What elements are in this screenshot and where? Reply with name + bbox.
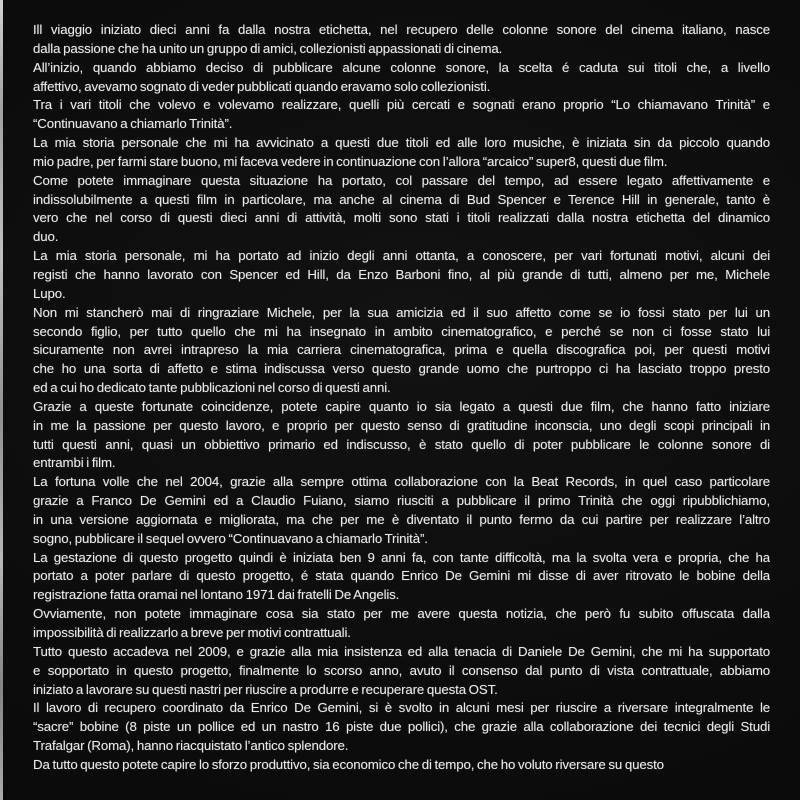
text-line: La mia storia personale che mi ha avvicinato a questi due titoli ed alle loro musiche, è iniziata sin da piccolo quando (33, 135, 770, 151)
page-edge-strip (0, 0, 3, 800)
text-line: affettivo, avevamo sognato di veder pubblicati quando eravamo solo collezionisti. (33, 78, 491, 94)
text-line: entrambi i film. (33, 455, 116, 471)
text-line: All’inizio, quando abbiamo deciso di pubblicare alcune colonne sonore, la scelta é caduta sui titoli che, a livello (33, 59, 770, 75)
text-line: La mia storia personale, mi ha portato ad inizio degli anni ottanta, a conoscere, per vari fortunati motivi, alcuni dei (33, 248, 770, 264)
text-line: iniziato a lavorare su questi nastri per riuscire a produrre e recuperare questa OST. (33, 681, 498, 697)
text-line: La fortuna volle che nel 2004, grazie alla sempre ottima collaborazione con la Beat Records, in quel caso particolare (33, 474, 770, 490)
text-line: Tra i vari titoli che volevo e volevamo realizzare, quelli più cercati e sognati erano proprio “Lo chiamavano Trinità” e (33, 97, 770, 113)
text-line: sogno, pubblicare il sequel ovvero “Continuavano a chiamarlo Trinità”. (33, 530, 428, 546)
text-line: Trafalgar (Roma), hanno riacquistato l’antico splendore. (33, 738, 349, 754)
text-line: Lupo. (33, 285, 66, 301)
text-line: Il lavoro di recupero coordinato da Enrico De Gemini, si è svolto in alcuni mesi per riuscire a riversare integralmente le (33, 700, 770, 716)
text-line: dalla passione che ha unito un gruppo di amici, collezionisti appassionati di cinema. (33, 40, 503, 56)
text-line: secondo figlio, per tutto quello che mi ha insegnato in ambito cinematografico, e perché se non ci fosse stato lui (33, 323, 770, 339)
text-line: Non mi stancherò mai di ringraziare Michele, per la sua amicizia ed il suo affetto come se io fossi stato per lui un (33, 304, 770, 320)
liner-notes-text (33, 21, 770, 775)
text-line: vero che nel corso di questi dieci anni di attività, molti sono stati i titoli realizzati dalla nostra etichetta del dinamico (33, 210, 770, 226)
text-line: “sacre” bobine (8 piste un pollice ed un nastro 16 piste due pollici), che grazie alla collaborazione dei tecnici degli Studi (33, 719, 770, 735)
text-line: Ill viaggio iniziato dieci anni fa dalla nostra etichetta, nel recupero delle colonne sonore del cinema italiano, nasce (33, 22, 770, 37)
text-line: indissolubilmente a questi film in particolare, ma anche al cinema di Bud Spencer e Terence Hill in generale, tanto è (33, 191, 770, 207)
text-line: tutti questi anni, quasi un obbiettivo primario ed indiscusso, è stato quello di poter pubblicare le colonne sonore di (33, 436, 770, 452)
text-line: registi che hanno lavorato con Spencer ed Hill, da Enzo Barboni fino, al più grande di tutti, almeno per me, Michele (33, 266, 770, 282)
text-line: “Continuavano a chiamarlo Trinità”. (33, 116, 233, 132)
text-line: in me la passione per questo lavoro, e proprio per questo senso di gratitudine inconscia, uno degli scopi principali in (33, 417, 770, 433)
text-line: mio padre, per farmi stare buono, mi faceva vedere in continuazione con l’allora “arcaico” super8, questi due film. (33, 153, 668, 169)
text-line: in una versione aggiornata e migliorata, ma che per me è diventato il punto fermo da cui partire per realizzare l’altro (33, 511, 770, 527)
text-line: portato a poter parlare di questo progetto, é stata quando Enrico De Gemini mi disse di aver ritrovato le bobine della (33, 568, 770, 584)
text-line: duo. (33, 229, 59, 245)
text-line: Tutto questo accadeva nel 2009, e grazie alla mia insistenza ed alla tenacia di Daniele De Gemini, che mi ha supportato (33, 643, 770, 659)
text-line: La gestazione di questo progetto quindi è iniziata ben 9 anni fa, con tante difficoltà, ma la svolta vera e propria, che ha (33, 549, 770, 565)
text-line: registrazione fatta oramai nel lontano 1971 dai fratelli De Angelis. (33, 587, 400, 603)
text-line: Da tutto questo potete capire lo sforzo produttivo, sia economico che di tempo, che ho voluto riversare su questo (33, 756, 664, 772)
text-line: e sopportato in questo progetto, finalmente lo scorso anno, avuto il consenso dal punto di vista contrattuale, abbiamo (33, 662, 770, 678)
text-line: ed a cui ho dedicato tante pubblicazioni nel corso di questi anni. (33, 380, 391, 396)
text-line: impossibilità di realizzarlo a breve per motivi contrattuali. (33, 625, 351, 640)
text-line: che ho una sorta di affetto e stima indiscussa verso questo grande uomo che purtroppo ci ha lasciato troppo presto (33, 361, 770, 377)
text-line: Come potete immaginare questa situazione ha portato, col passare del tempo, ad essere legato affettivamente e (33, 172, 770, 188)
text-line: grazie a Franco De Gemini ed a Claudio Fuiano, siamo riusciti a pubblicare il primo Trinità che oggi ripubblichiamo, (33, 493, 770, 509)
text-line: Grazie a queste fortunate coincidenze, potete capire quanto io sia legato a questi due film, che hanno fatto iniziare (33, 398, 770, 414)
text-line: Ovviamente, non potete immaginare cosa sia stato per me avere questa notizia, che però fu subito offuscata dalla (33, 606, 770, 622)
text-line: sicuramente non avrei intrapreso la mia carriera cinematografica, prima e quella discografica poi, per questi motivi (33, 342, 770, 358)
